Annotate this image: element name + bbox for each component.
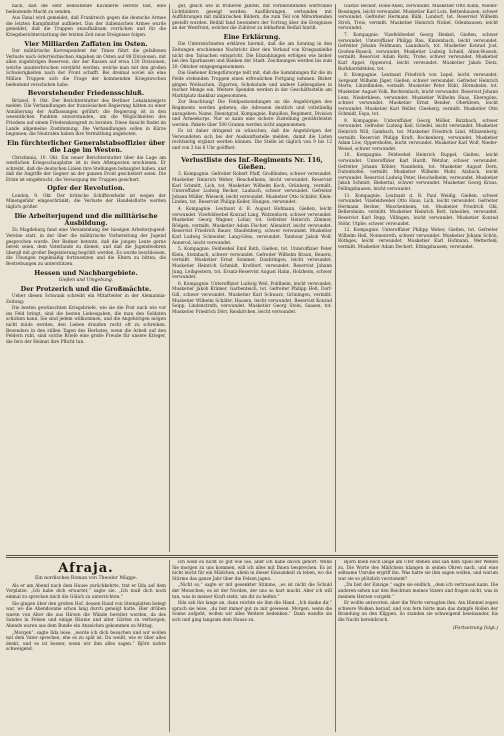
feuilleton-paragraph: „Nicht so,“ sagte er mit gesenkter Stimme, „es ist nicht die Schuld der Menschen; es ist der Norden, der uns so hart macht. Aber ich will tun, was in meiner Kraft steht, um dir zu helfen.“ [172, 583, 332, 600]
column-rule [169, 560, 170, 732]
continuation-note: (Fortsetzung folgt.) [452, 625, 498, 631]
article-paragraph: 10. Kompagnie. Feldwebel Heinrich Ruppel, Gießen, leicht verwundet. Unteroffizier Karl Hardt, Wetzlar, schwer verwundet. Gefreiter Johann Köhler, Naunheim, tot. Musketier August Dern, Dutenhofen, vermißt. Musketier Wilhelm Mohr, Atzbach, leicht verwundet. Reservist Ludwig Peter, Heuchelheim, verwundet. Musketier Jakob Schmitt, Biebertal, schwer verwundet. Musketier Georg Kraus, Fellingshausen, leicht verwundet. [338, 153, 498, 192]
article-paragraph: London, 9. Okt. Der britische Schiffsverkehr ist wegen der Minengefahr eingeschränkt; die Verluste der Handelsflotte werden täglich größer. [6, 193, 166, 211]
article-paragraph: Brüssel, 9. Okt. Der Berichterstatter des Berliner Lokalanzeigers meldet: Die Verhandlungen der französischen Regierung hätten zu einer Annäherung der Auffassungen geführt; die Regierung ist in den wesentlichen Punkten einverstanden, um die Möglichkeiten des Friedens auf einem Friedenskongreß zu beraten. Diese Ansicht findet im Lande allgemeine Zustimmung. Die Verhandlungen sollen in Kürze beginnen; die Neutralen haben ihre Vermittlung angeboten. [6, 98, 166, 138]
article-headline: Bevorstehender Friedensschluß. [27, 89, 145, 98]
article-paragraph: Gustav Becker, Hohe-Aben, verwundet. Musketier Otto Kühn, Nieder-Bessingen, leicht verwundet. Musketier Karl Lotz, Bettenhausen, schwer verwundet. Gefreiter Hermann Rühl, Londorf, tot. Reservist Wilhelm Stroh, Treis, vermißt. Musketier Heinrich Nickel, Odenhausen, leicht verwundet. [338, 4, 498, 32]
article-paragraph: 7. Kompagnie. Vizefeldwebel Georg Henkel, Gießen, schwer verwundet. Unteroffizier Philipp Rau, Kinzenbach, leicht verwundet. Gefreiter Johann Feldmann, Launsbach, tot. Musketier Konrad Jost, Großen-Buseck, verwundet. Musketier Ludwig Scheld, Alten-Buseck, vermißt. Reservist Adam Reitz, Trohe, schwer verwundet. Musketier Karl Appel, Oppenrod, leicht verwundet. Musketier Jakob Dietz, Burkhardsfelden, tot. [338, 32, 498, 72]
article-paragraph: Ueber diesen Schwank schreibt ein Mitarbeiter in der Alemannia-Zeitung: [6, 294, 166, 305]
article-paragraph: 4. Kompagnie. Leutnant d. R. August Hofmann, Gießen, leicht verwundet. Vizefeldwebel Konrad Lang, Watzenborn, schwer verwundet. Musketier Georg Wagner, Lollar, tot. Gefreiter Heinrich Zimmer, Rödgen, vermißt. Musketier Adam Fischer, Allendorf, leicht verwundet. Reservist Friedrich Bauer, Staufenberg, schwer verwundet. Musketier Karl Ludwig Schneider, Lang-Göns, verwundet. Tambour Jakob Wolf, Annerod, leicht verwundet. [172, 207, 332, 246]
feuilleton-paragraph: Sie gingen über den großen Hof, dessen Rand von Steinplatten belegt war, wo die Abendsonne schon lang durch geneigt hatte. Hier drüben waren von Alter die aus Hirsen die Wände bereitet worden, da des Sandes in Felsen und einige Bäume und alter Gärten zu verborgen; Abends waren aus dem Bunde ein Anzeichen gekommen zu Mittag. [6, 601, 166, 629]
news-column-1 [6, 4, 166, 552]
article-headline: Verlustliste des Inf.-Regiments Nr. 116, Gießen. [181, 155, 323, 172]
article-paragraph: nach, daß die sehr bedeutende Kavallerie bereits fast, eine bedeutende Macht zu senden. [6, 4, 166, 15]
article-headline: Opfer der Revolution. [47, 184, 125, 193]
feuilleton-paragraph: Ich weiß es nicht so gut wie Sie, aber ich habe davon gehört. Wenn Sie morgen zu uns kommen, will ich alles mit Ihnen besprechen. Es ist nicht leicht für ein Mädchen, allein in dieser Einsamkeit zu leben, wo die Stürme das ganze Jahr über die Felsen jagen. [172, 560, 332, 582]
feuilleton-paragraph: Björn blieb noch lange am Ufer stehen und sah dem Spiel der Wellen zu. Die Worte des Mädchens klangen in seinen Ohren nach, und eine seltsame Unruhe ergriff ihn. Was hatte sie ihm sagen wollen, und warum war sie so plötzlich verstummt? [338, 560, 498, 582]
column-rule [169, 4, 170, 552]
feuilleton-paragraph: Ilda sah ihn lange an, dann reichte sie ihm die Hand. „Ich danke dir,“ sprach sie leise, „du bist immer gut zu mir gewesen. Morgen, wenn die Sonne aufgeht, wollen wir alles Weitere bedenken.“ Dann wandte sie sich und ging langsam dem Hause zu. [172, 601, 332, 623]
article-paragraph: Die besten gewünschten Kriegsbriefe, wie sie die Post nach wie vor ins Feld bringt, sind die besten Liebesgaben, die man den Soldaten schicken kann. Sie sind jedem willkommen, und die Angehörigen mögen nicht müde werden, den Lieben draußen recht oft zu schreiben. Besonders in den stillen Tagen des Herbstes, wenn die Arbeit auf den Feldern ruht, sind solche Briefe eine große Freude für unsere Krieger, die fern der Heimat ihre Pflicht tun. [6, 306, 166, 345]
feuilleton-paragraph: „Du bist der Einzige,“ sagte sie endlich, „dem ich vertrauen kann. Die anderen sehen nur den Reichtum meines Vaters und fragen nicht, was in meinem Herzen vorgeht.“ [338, 583, 498, 600]
feuilleton-paragraph: Als er am Abend nach dem Hause zurückkehrte, trat er Ilda auf dem Vorplatze. „Ich habe dich erwartet,“ sagte sie. „Ich muß dich noch einmal zu sprechen mich die Gülich zu unterrichten.“ [6, 583, 166, 600]
article-paragraph: 8. Kompagnie. Leutnant Friedrich von Lepel, leicht verwundet. Sergeant Wilhelm Jäger, Gießen, schwer verwundet. Gefreiter Heinrich Merte, Lützellinden, vermißt. Musketier Peter Rühl, Hörnsheim, tot. Musketier August Volk, Rechtenbach, leicht verwundet. Reservist Johann Lenz, Niederkleen, verwundet. Musketier Wilhelm Haas, Ebersgöns, schwer verwundet. Musketier Ernst Bender, Oberkleen, leicht verwundet. Musketier Karl Weller, Cleeberg, vermißt. Musketier Otto Schmidt, Espa, tot. [338, 73, 498, 118]
section-divider [192, 154, 312, 155]
article-paragraph: Aus Fanal wird gemeldet, daß Frankreich gegen die deutsche Armee die letzten Kampfmittel aufbietet. Das der italienischen Armee wurde gemeldet, daß die Truppen unaufhaltsam vorrücken und für die Kriegsberichterstattung der letzten Zeit neue Ereignisse folgen. [6, 16, 166, 38]
article-paragraph: 6. Kompagnie. Unteroffizier Ludwig Weil, Pohlheim, leicht verwundet. Musketier Jakob Krämer, Garbenteich, tot. Gefreiter Philipp Heß, Dorf-Gill, schwer verwundet. Musketier Karl Schwarz, Grüningen, vermißt. Musketier Wilhelm Schäfer, Hausen, leicht verwundet. Reservist Konrad Seipp, Lindenstruth, verwundet. Musketier Georg Stein, Saasen, tot. Musketier Friedrich Dörr, Reiskirchen, leicht verwundet. [172, 281, 332, 315]
feuilleton-subtitle: Ein nordisches Roman von Theodor Mügge. [34, 576, 138, 581]
section-subheading: Gießen und Umgebung. [58, 278, 114, 284]
article-headline: Die Arbeiterjugend und die militärische Ausbildung. [14, 211, 158, 228]
feuilleton-rule [6, 555, 498, 556]
column-rule [335, 4, 336, 552]
feuilleton-paragraph: „Morgen“, sagte Ilda leise, „werde ich dich besuchen und wir wollen mit dem Vater sprechen, ehe es zu spät ist. Du weißt, wie er über alles denkt, und es ist besser, wenn wir ihm alles sagen.“ Björn nickte schweigend. [6, 630, 166, 653]
article-headline: Eine Erklärung. [223, 32, 281, 41]
article-headline: Ein fürchterlicher Generalstabsoffizier über die Lage im Westen. [6, 138, 166, 155]
article-paragraph: Christiania, 10. Okt. Ein neuer Berichterstatter über die Lage am westlichen Kriegsschauplatze ist in dem Aftenposten erschienen. Er schreibt, daß die deutschen Linien ihre Stellungen behauptet haben, und daß die Angriffe der Gegner an der ganzen Front gescheitert seien. Die Ernte ist eingebracht, die Versorgung der Truppen gesichert. [6, 155, 166, 183]
article-paragraph: 12. Kompagnie. Unteroffizier Philipp Weber, Gießen, tot. Gefreiter Wilhelm Heil, Nonnenroth, schwer verwundet. Musketier Johann Schön, Röthges, leicht verwundet. Musketier Karl Hofmann, Wetterfeld, vermißt. Musketier Adam Dechert, Ettingshausen, verwundet. [338, 228, 498, 250]
article-paragraph: 3. Kompagnie. Gefreiter Robert Pfaff, Großlinden, schwer verwundet. Musketier Heinrich Weber, Heuchelheim, leicht verwundet. Reservist Karl Schmitt, Lich, tot. Musketier Wilhelm Koch, Grünberg, vermißt. Unteroffizier Ludwig Becker, Laubach, schwer verwundet. Gefreiter Johann Müller, Wieseck, leicht verwundet. Musketier Otto Schäfer, Klein-Linden, tot. Reservist Philipp Keller, Hungen, verwundet. [172, 172, 332, 206]
news-column-2 [172, 4, 332, 552]
article-paragraph: Der militärische Korrespondent der Times führt die gefallenen Verluste nach österreichischen Angaben im Osten auf 88 Divisionen, mit allen zugehörigen Reserven, der der Russen auf etwa 130 Divisionen, welche ununterbrochen verstärkt werden, welche man mit den großen Schwierigkeiten nach der Front schafft. Bei dreimal soviel als eine Million Truppen sich die Frage der kommenden Kriegswochen bedeutend verschoben habe. [6, 48, 166, 88]
article-paragraph: Es ist daher dringend zu wünschen, daß die Angehörigen der Verwundeten sich bei der Auskunftsstelle melden, damit die Listen rechtzeitig ergänzt werden können. Die Stelle ist täglich von 9 bis 12 und von 3 bis 6 Uhr geöffnet. [172, 129, 332, 152]
article-paragraph: gut, gleich wie in früheren Jahren, mit vorbereitenden wertvollen Lichtbildern gezeigt werden. Ausführungen, verbunden mit Aufführungen mit militärischen Bildern, die zum Teil von Mitwirkenden gestellt wurden. Beifall fand besonders der Vortrag über die Ereignisse an der Westfront, welcher die Zuhörer zu lebhaftem Beifall hinriß. [172, 4, 332, 32]
feuilleton-column-2 [172, 560, 332, 732]
article-paragraph: Zu Magdeburg fand eine Versammlung der hiesigen Arbeiterjugend-Vereine statt, in der über die militärische Vorbereitung der Jugend gesprochen wurde. Der Redner betonte, daß die jungen Leute gerne bereit seien, dem Vaterlande zu dienen, und daß die Jugendwehren überall mit großer Begeisterung begrüßt werden. Es wurde beschlossen, die Übungen regelmäßig fortzusetzen und die Eltern zu bitten, die Bestrebungen zu unterstützen. [6, 228, 166, 268]
feuilleton-paragraph: Er wollte antworten, aber die Worte versagten ihm. Am Himmel zogen schwere Wolken herauf, und von fern hörte man das dumpfe Rollen der Brandung an den Klippen. So standen sie schweigend beieinander, bis die Nacht hereinbrach. [338, 601, 498, 623]
feuilleton-column-3 [338, 560, 498, 732]
article-paragraph: Zur Beachtung! Die Feldpostsendungen an die Angehörigen des Regiments werden gebeten, die Adressen deutlich und vollständig anzugeben: Name, Dienstgrad, Kompagnie, Bataillon, Regiment, Division und Armeekorps. Nur so kann eine sichere Zustellung gewährleistet werden. Pakete über 500 Gramm werden nicht angenommen. [172, 100, 332, 128]
feuilleton-rule [6, 557, 498, 558]
feuilleton-column-1 [6, 560, 166, 732]
article-headline: Der Protzerich und die Großmächte. [20, 284, 152, 293]
article-headline: Hessen und Nachbargebiete. [34, 268, 138, 277]
article-paragraph: 5. Kompagnie. Feldwebel Emil Roth, Gießen, tot. Unteroffizier Peter Klein, Steinbach, schwer verwundet. Gefreiter Wilhelm Braun, Beuern, vermißt. Musketier Ernst Sommer, Daubringen, leicht verwundet. Musketier Heinrich Schmidt, Krofdorf, verwundet. Reservist Johann Jung, Leihgestern, tot. Ersatz-Reservist August Hahn, Holzheim, schwer verwundet. [172, 247, 332, 281]
column-rule [335, 560, 336, 732]
article-paragraph: Die Gießener Kriegsfürsorge teilt mit, daß die Sammlungen für die im Felde stehenden Truppen einen erfreulichen Fortgang nehmen. Bisher gingen Wollsachen, Zigarren, Schokolade und andere Liebesgaben in reicher Menge ein. Weitere Spenden werden in der Geschäftsstelle am Marktplatz dankbar angenommen. [172, 71, 332, 99]
feuilleton-title: Afraja. [58, 561, 114, 576]
news-column-3 [338, 4, 498, 552]
newspaper-page [6, 4, 498, 732]
article-paragraph: Die Unterzeichneten erklären hiermit, daß die am Sonntag in den Zeitungen erschienene Nachricht über den Verkauf von Kriegsanleihe nicht den Tatsachen entspricht. Die Einzahlungen erfolgen wie bisher bei den Sparkassen und Banken der Stadt. Zeichnungen werden bis zum 20. Oktober entgegengenommen. [172, 42, 332, 70]
article-paragraph: 11. Kompagnie. Leutnant d. R. Paul Weidig, Gießen, schwer verwundet. Vizefeldwebel Otto Haus, Lich, leicht verwundet. Gefreiter Hermann Becker, Muschenheim, tot. Musketier Friedrich Ohl, Bellersheim, vermißt. Musketier Heinrich Bott, Inheiden, verwundet. Reservist Karl Repp, Villingen, leicht verwundet. Musketier Konrad Stöhr, Utphe, schwer verwundet. [338, 193, 498, 227]
article-headline: Vier Milliarden Zaffaten im Osten. [24, 39, 148, 48]
article-paragraph: 9. Kompagnie. Unteroffizier Georg Möller, Butzbach, schwer verwundet. Gefreiter Ludwig Keil, Griedel, leicht verwundet. Musketier Heinrich Will, Gambach, tot. Musketier Friedrich Lind, Münzenberg, vermißt. Reservist Philipp Kraft, Rockenberg, verwundet. Musketier Adam Löw, Oppershofen, leicht verwundet. Musketier Karl Wolf, Nieder-Weisel, schwer verwundet. [338, 118, 498, 152]
